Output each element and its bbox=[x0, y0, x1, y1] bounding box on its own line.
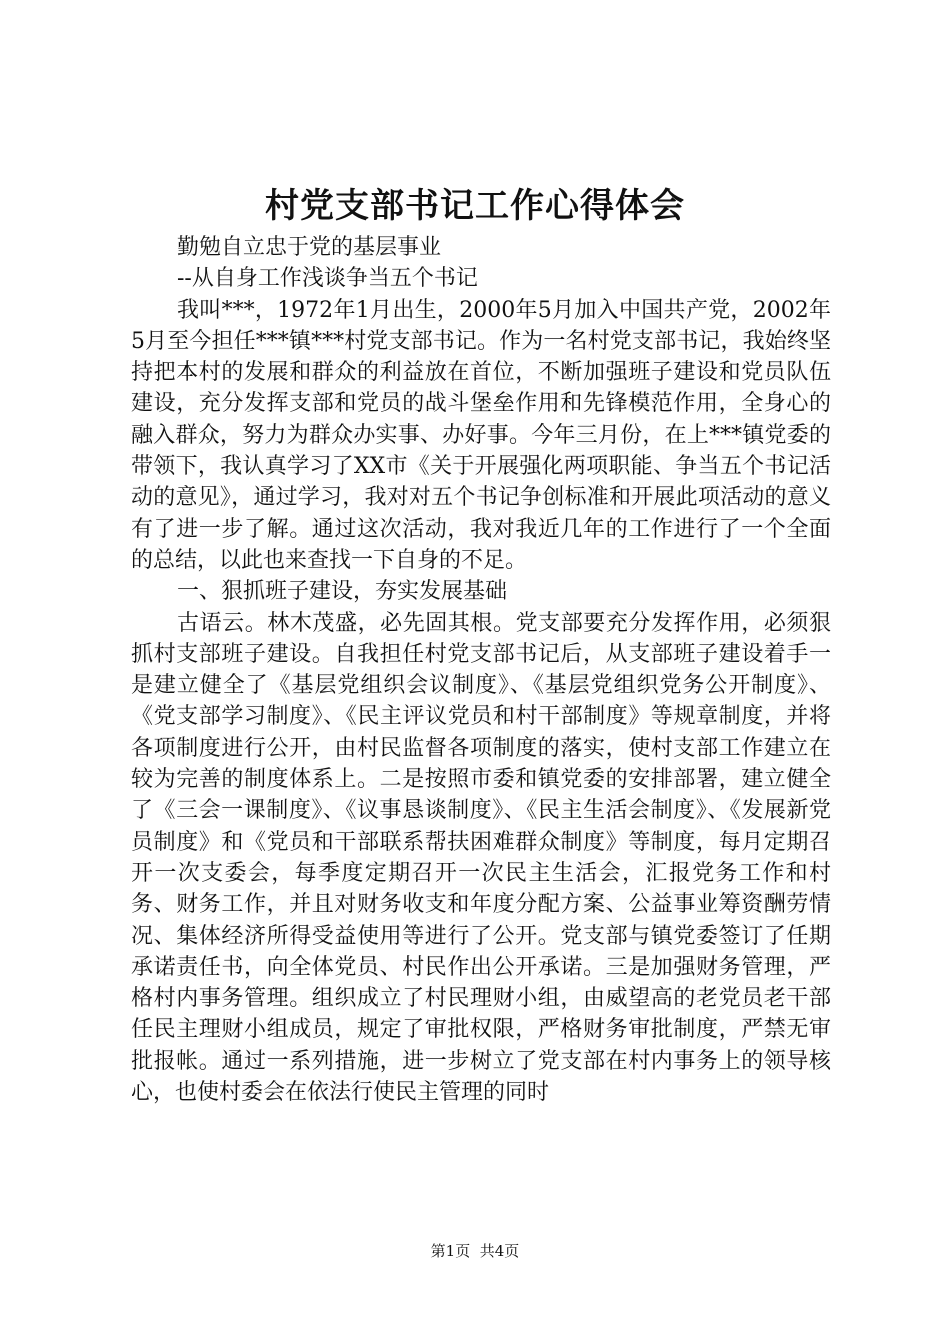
subtitle-line-2: --从自身工作浅谈争当五个书记 bbox=[177, 266, 478, 292]
subtitle-line-1: 勤勉自立忠于党的基层事业 bbox=[177, 235, 442, 260]
page-number: 第1页 bbox=[430, 1242, 471, 1260]
page-total: 共4页 bbox=[479, 1242, 520, 1260]
paragraph-introduction: 我叫***，1972年1月出生，2000年5月加入中国共产党，2002年5月至今担任***镇***村党支部书记。作为一名村党支部书记，我始终坚持把本村的发展和群众的利益放在首位，不断加强班子建设和党员队伍建设，充分发挥支部和党员的战斗堡垒作用和先锋模范作用，全身心的融入群众，努力为群众办实事、办好事。今年三月份，在上***镇党委的带领下，我认真学习了XX市《关于开展强化两项职能、争当五个书记活动的意见》，通过学习，我对对五个书记争创标准和开展此项活动的意义有了进一步了解。通过这次活动，我对我近几年的工作进行了一个全面的总结，以此也来查找一下自身的不足。 bbox=[131, 297, 831, 573]
page-footer bbox=[0, 1241, 950, 1261]
document-title: 村党支部书记工作心得体会 bbox=[265, 186, 685, 226]
paragraph-team-building: 古语云。林木茂盛，必先固其根。党支部要充分发挥作用，必须狠抓村支部班子建设。自我担任村党支部书记后，从支部班子建设着手一是建立健全了《基层党组织会议制度》、《基层党组织党务公开制度》、《党支部学习制度》、《民主评议党员和村干部制度》等规章制度，并将各项制度进行公开，由村民监督各项制度的落实，使村支部工作建立在较为完善的制度体系上。二是按照市委和镇党委的安排部署，建立健全了《三会一课制度》、《议事恳谈制度》、《民主生活会制度》、《发展新党员制度》和《党员和干部联系帮扶困难群众制度》等制度，每月定期召开一次支委会，每季度定期召开一次民主生活会，汇报党务工作和村务、财务工作，并且对财务收支和年度分配方案、公益事业筹资酬劳情况、集体经济所得受益使用等进行了公开。党支部与镇党委签订了任期承诺责任书，向全体党员、村民作出公开承诺。三是加强财务管理，严格村内事务管理。组织成立了村民理财小组，由威望高的老党员老干部任民主理财小组成员，规定了审批权限，严格财务审批制度，严禁无审批报帐。通过一系列措施，进一步树立了党支部在村内事务上的领导核心，也使村委会在依法行使民主管理的同时 bbox=[131, 610, 831, 1106]
document-body bbox=[131, 232, 831, 1108]
section-heading-1: 一、狠抓班子建设，夯实发展基础 bbox=[177, 579, 508, 605]
